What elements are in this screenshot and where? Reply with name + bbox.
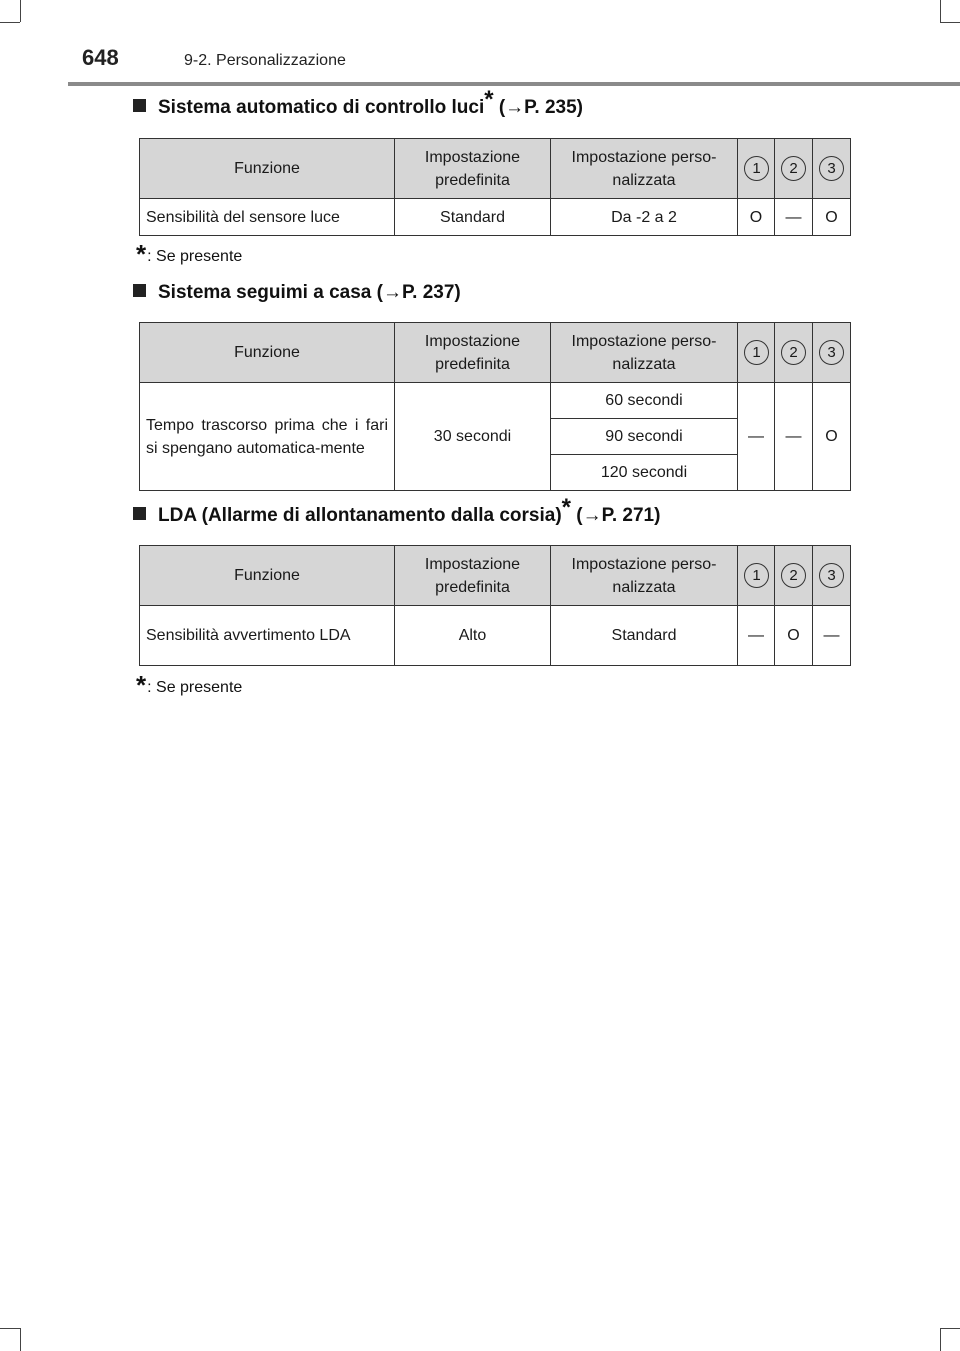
default-cell: Alto <box>395 606 551 666</box>
crop-mark <box>940 0 941 22</box>
mode-1-cell: — <box>738 383 775 491</box>
crop-mark <box>940 1328 941 1351</box>
crop-mark <box>940 22 960 23</box>
circled-3-icon: 3 <box>819 340 844 365</box>
section-title-light-control: Sistema automatico di controllo luci* (→P. 235) <box>133 97 583 119</box>
custom-cell: Da -2 a 2 <box>551 199 738 236</box>
mode-1-cell: — <box>738 606 775 666</box>
bullet-square-icon <box>133 507 146 520</box>
footnote: *: Se presente <box>136 239 243 269</box>
custom-option-cell: 90 secondi <box>551 419 738 455</box>
page-reference: (→P. 271) <box>576 505 661 526</box>
function-cell: Sensibilità del sensore luce <box>140 199 395 236</box>
section-title-follow-me-home: Sistema seguimi a casa (→P. 237) <box>133 282 461 304</box>
circled-1-icon: 1 <box>744 563 769 588</box>
custom-option-cell: 60 secondi <box>551 383 738 419</box>
mode-2-cell: — <box>775 199 813 236</box>
footnote: *: Se presente <box>136 670 243 700</box>
default-cell: 30 secondi <box>395 383 551 491</box>
bullet-square-icon <box>133 284 146 297</box>
table-row <box>140 199 851 236</box>
crop-mark <box>20 0 21 22</box>
settings-table-follow-me-home <box>139 322 851 491</box>
mode-3-cell: O <box>813 383 851 491</box>
column-header-custom: Impostazione perso-nalizzata <box>551 546 738 606</box>
circled-3-icon: 3 <box>819 156 844 181</box>
column-header-default: Impostazione predefinita <box>395 139 551 199</box>
chapter-title: 9-2. Personalizzazione <box>184 52 346 69</box>
column-header-function: Funzione <box>140 546 395 606</box>
circled-2-icon: 2 <box>781 340 806 365</box>
bullet-square-icon <box>133 99 146 112</box>
circled-1-icon: 1 <box>744 156 769 181</box>
page-reference: (→P. 235) <box>498 97 583 118</box>
table-header-row <box>140 139 851 199</box>
column-header-default: Impostazione predefinita <box>395 546 551 606</box>
mode-3-cell: O <box>813 199 851 236</box>
function-cell: Tempo trascorso prima che i fari si spengano automatica-mente <box>140 383 395 491</box>
crop-mark <box>0 1328 20 1329</box>
circled-2-icon: 2 <box>781 563 806 588</box>
settings-table-lda <box>139 545 851 666</box>
settings-table-light-control <box>139 138 851 236</box>
table-row <box>140 606 851 666</box>
section-title-lda: LDA (Allarme di allontanamento dalla corsia)* (→P. 271) <box>133 505 660 527</box>
column-header-custom: Impostazione perso-nalizzata <box>551 323 738 383</box>
table-header-row <box>140 323 851 383</box>
crop-mark <box>940 1328 960 1329</box>
circled-3-icon: 3 <box>819 563 844 588</box>
header-rule <box>68 82 960 86</box>
column-header-custom: Impostazione perso-nalizzata <box>551 139 738 199</box>
circled-2-icon: 2 <box>781 156 806 181</box>
circled-1-icon: 1 <box>744 340 769 365</box>
table-row <box>140 383 851 419</box>
mode-1-cell: O <box>738 199 775 236</box>
column-header-default: Impostazione predefinita <box>395 323 551 383</box>
custom-cell: Standard <box>551 606 738 666</box>
mode-2-cell: — <box>775 383 813 491</box>
column-header-function: Funzione <box>140 323 395 383</box>
column-header-function: Funzione <box>140 139 395 199</box>
crop-mark <box>0 22 20 23</box>
custom-option-cell: 120 secondi <box>551 455 738 491</box>
page-reference: (→P. 237) <box>376 282 461 303</box>
page-number: 648 <box>82 45 119 70</box>
table-header-row <box>140 546 851 606</box>
crop-mark <box>20 1328 21 1351</box>
default-cell: Standard <box>395 199 551 236</box>
page-header <box>0 40 960 86</box>
mode-3-cell: — <box>813 606 851 666</box>
mode-2-cell: O <box>775 606 813 666</box>
function-cell: Sensibilità avvertimento LDA <box>140 606 395 666</box>
